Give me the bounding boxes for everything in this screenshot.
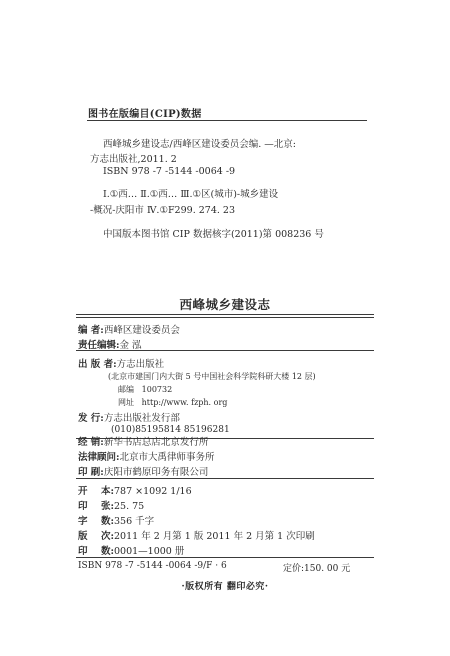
cip-top-rule (87, 120, 367, 121)
word-count-row (78, 513, 154, 527)
edition-row (78, 528, 315, 542)
cip-title: 图书在版编目(CIP)数据 (88, 109, 202, 120)
word-count-label: 字 (78, 516, 88, 527)
distributor-value: 方志出版社发行部 (103, 413, 180, 424)
seller-value: 新华书店总店北京发行所 (103, 437, 209, 448)
sheets-value: 25. 75 (114, 501, 145, 512)
website-value: http://www. fzph. org (141, 398, 228, 407)
format-value: 787 ×1092 1/16 (114, 486, 192, 497)
word-count-value: 356 千字 (114, 516, 155, 527)
sheets-label: 印 (78, 501, 88, 512)
cip-subject-2: -概况-庆阳市 Ⅳ.①F299. 274. 23 (90, 205, 235, 216)
format-label: 开 (78, 486, 88, 497)
postcode-value: 100732 (141, 385, 173, 394)
word-count-colon: 数: (100, 516, 114, 527)
editor-value: 西峰区建设委员会 (103, 325, 180, 336)
credits-rule-3 (76, 478, 374, 479)
format-colon: 本: (100, 486, 114, 497)
publisher-value: 方志出版社 (116, 359, 165, 370)
cip-line-1: 西峰城乡建设志/西峰区建设委员会编. —北京: (103, 139, 296, 150)
title-rule-top-2 (76, 317, 374, 318)
responsible-editor-row (78, 337, 142, 351)
website-label: 网址 (118, 398, 134, 407)
responsible-editor-value: 金 泓 (119, 340, 142, 351)
credits-rule-1 (76, 350, 374, 351)
edition-value: 2011 年 2 月第 1 版 2011 年 2 月第 1 次印刷 (114, 531, 315, 542)
publisher-label: 出 版 者: (78, 359, 117, 370)
edition-colon: 次: (100, 531, 114, 542)
title-rule-top (76, 314, 374, 315)
copyright-notice: ·版权所有 翻印必究· (181, 582, 269, 592)
print-run-colon: 数: (100, 546, 114, 557)
distributor-label: 发 行: (78, 413, 104, 424)
printer-value: 庆阳市鹤原印务有限公司 (103, 467, 209, 478)
printer-label: 印 刷: (78, 467, 104, 478)
legal-counsel-value: 北京市大禹律师事务所 (119, 452, 215, 463)
responsible-editor-label: 责任编辑: (78, 340, 120, 351)
editor-label: 编 者: (78, 325, 104, 336)
postcode-row (118, 384, 172, 395)
specs-rule (76, 557, 374, 558)
distributor-phone: (010)85195814 85196281 (111, 425, 230, 435)
printer-row (78, 464, 208, 478)
distributor-row (78, 410, 180, 424)
edition-label: 版 (78, 531, 88, 542)
print-run-label: 印 (78, 546, 88, 557)
print-run-row (78, 543, 184, 557)
sheets-row (78, 498, 144, 512)
book-title: 西峰城乡建设志 (179, 297, 271, 312)
format-row (78, 483, 192, 497)
publisher-row (78, 356, 164, 370)
editor-row (78, 322, 180, 336)
seller-label: 经 销: (78, 437, 104, 448)
cip-data-number: 中国版本图书馆 CIP 数据核字(2011)第 008236 号 (103, 229, 324, 240)
isbn-full: ISBN 978 -7 -5144 -0064 -9/F · 6 (78, 561, 227, 571)
legal-counsel-row (78, 449, 215, 463)
legal-counsel-label: 法律顾问: (78, 452, 120, 463)
cip-line-2: 方志出版社,2011. 2 (90, 154, 177, 165)
cip-isbn: ISBN 978 -7 -5144 -0064 -9 (103, 166, 236, 177)
website-row (118, 397, 227, 408)
price: 定价:150. 00 元 (283, 564, 351, 574)
sheets-colon: 张: (100, 501, 114, 512)
cip-subject-1: Ⅰ.①西… Ⅱ.①西… Ⅲ.①区(城市)-城乡建设 (103, 189, 279, 200)
postcode-label: 邮编 (118, 385, 134, 394)
seller-row (78, 434, 208, 448)
publisher-address: (北京市建国门内大街 5 号中国社会科学院科研大楼 12 层) (108, 372, 316, 381)
print-run-value: 0001—1000 册 (114, 546, 185, 557)
